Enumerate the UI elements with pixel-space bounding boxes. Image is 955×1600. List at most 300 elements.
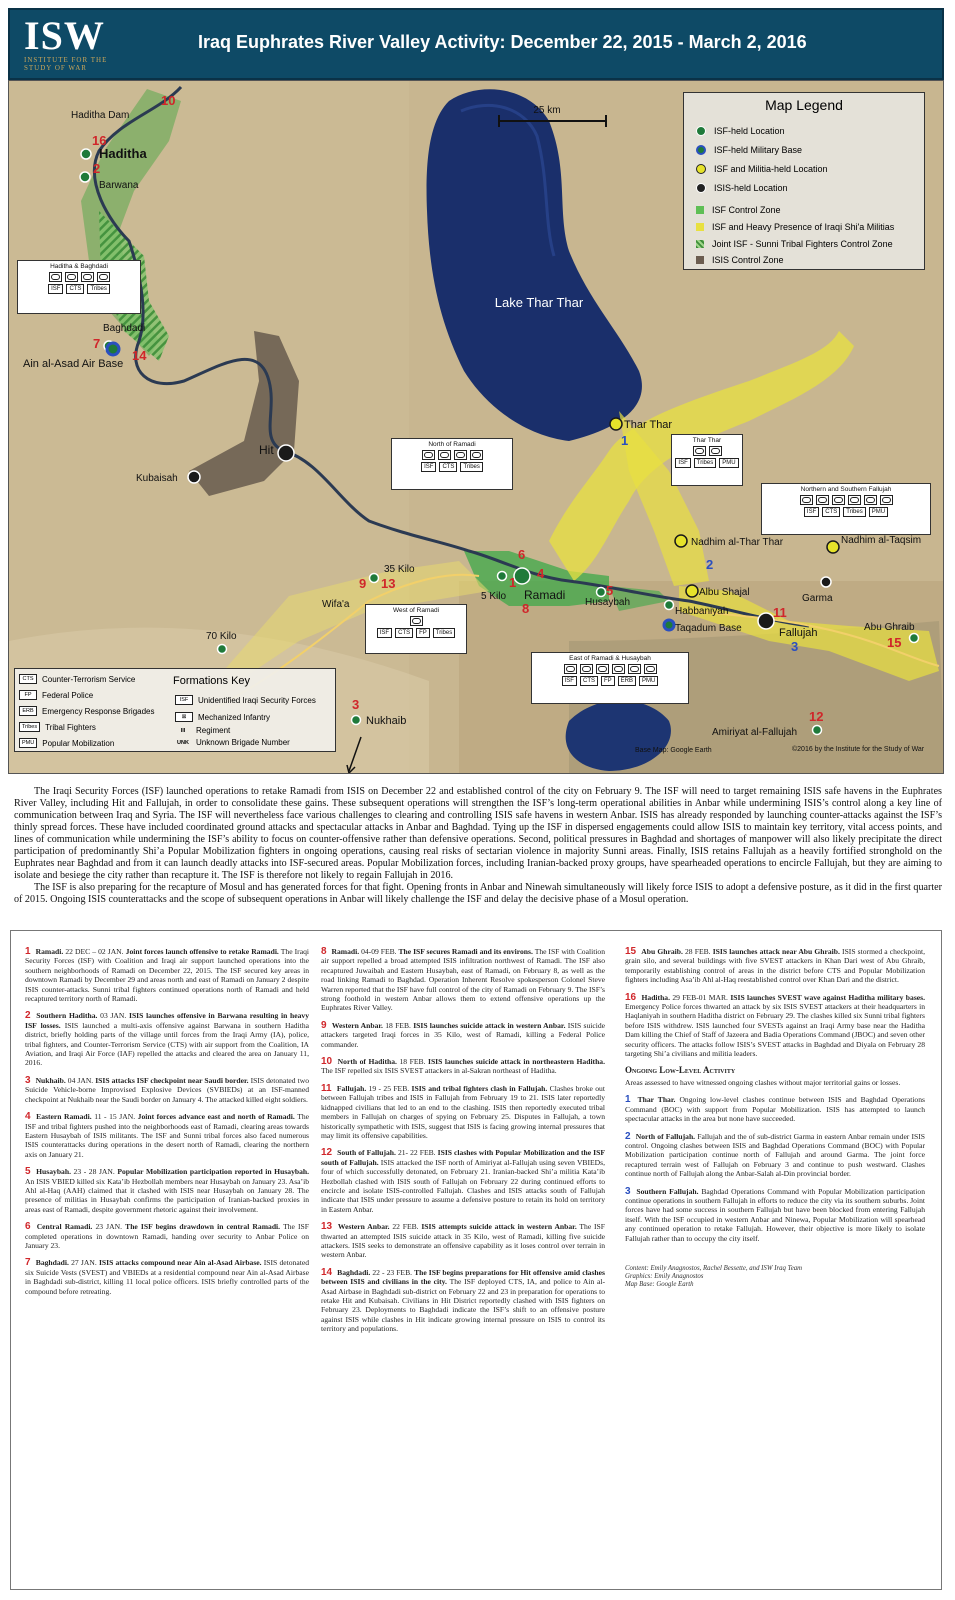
- event-place: Ramadi.: [35, 947, 64, 956]
- ongoing-entry: [625, 1132, 925, 1179]
- militia-location-icon: [696, 164, 706, 174]
- event-date: 04-09 FEB.: [361, 947, 397, 956]
- mech-infantry-icon: [564, 664, 577, 674]
- albu-shajal-marker[interactable]: [686, 585, 698, 597]
- event-number: 10: [321, 1056, 333, 1068]
- tag-pmu: PMU: [639, 676, 658, 686]
- event-headline: ISIS launches suicide attack in western Anbar.: [413, 1020, 566, 1030]
- formation-tag: PMU: [19, 738, 37, 748]
- credits: [625, 1265, 925, 1289]
- mech-infantry-icon: [816, 495, 829, 505]
- event-place: North of Haditha.: [337, 1057, 397, 1067]
- legend-item: [696, 126, 785, 136]
- events-list: [625, 947, 925, 1058]
- events-column-3: [625, 947, 925, 1289]
- event-marker-8[interactable]: 8: [522, 601, 530, 616]
- event-marker-3[interactable]: 3: [352, 697, 360, 712]
- amiriyat-marker[interactable]: [813, 726, 822, 735]
- event-number: 3: [625, 1185, 631, 1197]
- event-place: Ramadi.: [331, 947, 360, 956]
- event-headline: ISIS launches SVEST wave against Haditha military bases.: [730, 992, 926, 1002]
- event-place: Southern Fallujah.: [636, 1186, 699, 1196]
- mech-infantry-icon: [422, 450, 435, 460]
- nadhim-thar-thar-marker[interactable]: [675, 535, 687, 547]
- event-entry: [25, 1258, 309, 1296]
- formation-label: Unidentified Iraqi Security Forces: [198, 695, 316, 705]
- ongoing-intro: Areas assessed to have witnessed ongoing clashes without major territorial gains or losses.: [625, 1077, 901, 1087]
- event-body: ISIS suicide attackers targeted Iraqi forces in 35 Kilo, west of Ramadi, killing a Federal Police commander.: [321, 1020, 606, 1049]
- event-body: The ISF repelled six ISIS SVEST attackers in al-Sakran northeast of Haditha.: [321, 1066, 557, 1076]
- event-date: 22 FEB.: [392, 1222, 419, 1232]
- label-abu-ghraib: Abu Ghraib: [864, 622, 915, 633]
- label-fallujah: Fallujah: [779, 627, 818, 639]
- event-marker-6[interactable]: 6: [518, 547, 526, 562]
- event-place: Baghdadi.: [337, 1267, 371, 1277]
- isw-logo[interactable]: [24, 13, 136, 76]
- formation-label: Unknown Brigade Number: [196, 738, 290, 747]
- event-entry: [25, 1222, 309, 1250]
- event-number: 1: [625, 1094, 631, 1106]
- event-number: 2: [625, 1130, 631, 1142]
- 5-kilo-marker[interactable]: [498, 572, 507, 581]
- kubaisah-marker[interactable]: [188, 471, 200, 483]
- tag-cts: CTS: [580, 676, 598, 686]
- event-body: ISIS detonated six Suicide Vests (SVEST) and VBIEDs at a residential compound near Ain al-Asad Airbase in Baghdadi sub-district, killing 11 local police officers. ISIS briefly controlled parts of the compound before retreating.: [25, 1258, 310, 1296]
- base-map-credit: Base Map: Google Earth: [635, 747, 712, 754]
- label-taqadum-base: Taqadum Base: [675, 623, 742, 634]
- formation-tag: CTS: [19, 674, 37, 684]
- event-body: Clashes broke out between Fallujah tribes and ISIS in Fallujah from February 19 to 21. ISIS later reportedly kidnapped civilians that led to an end to the clashing. ISIS then reportedly executed tribal members in Fallujah on charges of spying on February 25. Disputes in Fallujah, a town historically sympathetic with ISIS, suggest that ISIS is facing growing internal pressures that may limit its offensive capabilities.: [321, 1083, 605, 1140]
- page-title: Iraq Euphrates River Valley Activity: December 22, 2015 - March 2, 2016: [198, 32, 807, 52]
- event-date: 11 - 15 JAN.: [94, 1112, 136, 1122]
- ongoing-marker-1[interactable]: 1: [621, 433, 629, 448]
- ongoing-title: Ongoing Low-Level Activity: [625, 1065, 736, 1076]
- event-entry: [321, 1148, 605, 1214]
- event-marker-1[interactable]: 1: [509, 575, 517, 590]
- event-place: Central Ramadi.: [36, 1222, 93, 1232]
- event-place: Thar Thar.: [637, 1095, 676, 1105]
- garma-marker[interactable]: [821, 577, 831, 587]
- label-hit: Hit: [259, 443, 274, 457]
- event-date: 27 JAN.: [71, 1258, 97, 1268]
- tag-tribes: Tribes: [843, 507, 865, 517]
- mech-infantry-icon: [693, 446, 706, 456]
- tag-isf: ISF: [48, 284, 63, 294]
- unit-box-title: Haditha & Baghdadi: [50, 263, 108, 270]
- event-entry: [321, 1084, 605, 1140]
- formation-label: Popular Mobilization: [42, 738, 115, 748]
- event-marker-2[interactable]: 2: [93, 161, 101, 176]
- husaybah-marker[interactable]: [597, 588, 606, 597]
- mech-infantry-icon: [880, 495, 893, 505]
- event-body: Fallujah and the of sub-district Garma in eastern Anbar remain under ISIS control. Ongoing clashes between ISIS and Baghdad Operations Command (BOC) with Popular Mobilization participation continue north of Fallujah and around Garma. The joint force recaptured terrain west of Fallujah on February 3 and continue to push westward. Clashes continue north of Fallujah along the Anbar-Salah al-Din provincial border.: [625, 1131, 925, 1179]
- label-5-kilo: 5 Kilo: [481, 591, 507, 602]
- label-ramadi: Ramadi: [524, 588, 566, 602]
- formation-item: [175, 726, 230, 735]
- event-entry: [321, 1222, 605, 1260]
- tag-tribes: Tribes: [694, 458, 716, 468]
- label-thar-thar: Thar Thar: [624, 419, 673, 431]
- event-number: 9: [321, 1019, 327, 1031]
- event-body: The ISF thwarted an attempted ISIS suicide attack in 35 Kilo, west of Ramadi, killing five suicide attackers. ISIS seeks to demonstrate an offensive capability as it loses control over terrain in western Anbar.: [321, 1222, 605, 1260]
- unit-box-title: Northern and Southern Fallujah: [800, 486, 892, 493]
- legend-label: ISIS Control Zone: [712, 255, 784, 265]
- mech-infantry-icon: [709, 446, 722, 456]
- event-headline: ISIS attacks ISF checkpoint near Saudi border.: [95, 1075, 249, 1085]
- event-marker-9[interactable]: 9: [359, 576, 367, 591]
- event-entry: [625, 993, 925, 1059]
- event-place: Western Anbar.: [337, 1222, 390, 1232]
- event-entry: [321, 1021, 605, 1049]
- label-kubaisah: Kubaisah: [136, 473, 178, 484]
- header-banner: [8, 8, 944, 80]
- tag-cts: CTS: [66, 284, 84, 294]
- isf-location-icon: [696, 126, 706, 136]
- event-date: 18 FEB.: [399, 1057, 426, 1067]
- label-haditha: Haditha: [99, 146, 147, 161]
- intro-paragraph-1: The Iraqi Security Forces (ISF) launched operations to retake Ramadi from ISIS on December 22 and established control of the city on February 9. The ISF will need to target remaining ISIS safe havens in the Euphrates River Valley, including Hit and Fallujah, in order to consolidate these gains. These subsequent operations will strengthen the ISF’s long-term operational abilities in Anbar while undermining ISIS’s control along a key line of communication between Iraq and Syria. The ISF will nevertheless face various challenges to clearing and controlling ISIS safe havens in western Anbar. ISIS has already responded by launching counter-attacks against the ISF’s thinly spread forces. These have included coordinated ground attacks and spectacular attacks in Anbar and Baghdad. Tying up the ISF in dispersed engagements could allow ISIS to maintain key territory, vital access points, and lines of communication while undermining the ISF’s ability to focus on counter-offensive rather than defensive operations. Second, political pressures in Baghdad and shortages of manpower will also likely precipitate the direct participation of predominantly Shi’a Popular Mobilization fighters in ongoing operations, causing real risks of sectarian violence in majority Sunni areas. Finally, ISIS retains Fallujah as a heavily fortified stronghold on the Euphrates near Baghdad and from it can launch deadly attacks into ISF-secured areas. Popular Mobilization forces, including Iranian-backed proxy groups, have spearheaded operations to encircle Fallujah, but they are aiming to isolate and besiege the city rather than recapture it. The ISF is therefore not likely to regain Fallujah in 2016.: [14, 786, 942, 881]
- event-headline: Joint forces advance east and north of Ramadi.: [137, 1112, 295, 1122]
- event-number: 14: [321, 1266, 333, 1278]
- legend-label: ISF-held Military Base: [714, 145, 803, 155]
- isf-zone-swatch-icon: [696, 206, 704, 214]
- event-body: The Iraqi Security Forces (ISF) with Coalition and Iraqi air support launched operations into the southern neighborhoods of Ramadi on December 22, 2015. The ISF secured key areas in downtown Ramadi by December 29 and areas north and east of Ramadi on January 2 despite ISIS counter-attacks. Sunni tribal fighters continued operations north of Ramadi and held recaptured territory north of Ramadi.: [25, 947, 309, 1004]
- formation-item: [19, 722, 96, 732]
- legend-item: [696, 255, 784, 265]
- tag-pmu: PMU: [719, 458, 738, 468]
- formation-tag: FP: [19, 690, 37, 700]
- haditha-marker[interactable]: [81, 149, 91, 159]
- map-copyright: ©2016 by the Institute for the Study of War: [792, 746, 925, 753]
- map-legend: [683, 92, 925, 270]
- label-ain-al-asad: Ain al-Asad Air Base: [23, 358, 124, 370]
- formation-item: [175, 695, 316, 705]
- lake-label: Lake Thar Thar: [494, 295, 584, 310]
- event-date: 22 - 23 FEB.: [372, 1267, 413, 1277]
- mech-infantry-icon: [470, 450, 483, 460]
- isis-zone-swatch-icon: [696, 256, 704, 264]
- mech-infantry-icon: [410, 616, 423, 626]
- scale-label: 25 km: [533, 105, 561, 116]
- 70-kilo-marker[interactable]: [218, 645, 227, 654]
- event-entry: [25, 1167, 309, 1214]
- mech-infantry-icon: [644, 664, 657, 674]
- event-body: The ISF completed operations in downtown Ramadi, handing over security to Anbar Police on January 23.: [25, 1222, 309, 1250]
- hit-marker[interactable]: [278, 445, 294, 461]
- fallujah-marker[interactable]: [758, 613, 774, 629]
- thar-thar-marker[interactable]: [610, 418, 622, 430]
- formation-tag: ISF: [175, 695, 193, 705]
- legend-label: ISIS-held Location: [714, 183, 788, 193]
- formation-label: Tribal Fighters: [45, 722, 96, 732]
- tag-tribes: Tribes: [460, 462, 482, 472]
- mech-infantry-icon: [97, 272, 110, 282]
- event-headline: ISIS launches suicide attack in northeastern Haditha.: [428, 1057, 606, 1067]
- label-nadhim-taqsim: Nadhim al-Taqsim: [841, 535, 922, 546]
- tag-cts: CTS: [395, 628, 413, 638]
- label-garma: Garma: [802, 593, 833, 604]
- credits-content: Content: Emily Anagnostos, Rachel Bessette, and ISW Iraq Team: [625, 1264, 803, 1272]
- events-panel: [10, 930, 942, 1590]
- 35-kilo-marker[interactable]: [370, 574, 379, 583]
- mech-infantry-icon: [580, 664, 593, 674]
- event-body: The ISF and tribal fighters pushed into the neighborhoods east of Ramadi, clearing areas towards Eastern Husaybah of ISIS militants. The ISF and Sunni tribal forces also faced numerous ISIS counterattacks during operations in the desert north of Ramadi, clearing the northern axis on January 21.: [25, 1112, 310, 1159]
- event-date: 19 - 25 FEB.: [368, 1083, 410, 1093]
- abu-ghraib-marker[interactable]: [910, 634, 919, 643]
- event-date: 21- 22 FEB.: [397, 1148, 436, 1158]
- event-headline: The ISF begins drawdown in central Ramadi.: [125, 1222, 281, 1232]
- unit-box-thar-thar[interactable]: [671, 434, 743, 486]
- unit-box-north-south-fallujah[interactable]: [761, 483, 931, 535]
- event-body: ISIS launched a multi-axis offensive against Barwana in southern Haditha district, briefly holding parts of the village until forces from the Iraqi Army (IA), police, tribal fighters, and Counter-Terrorism Service (CTS) with air support from the Coalition, IA Aviation, and Iraqi Air Force (IAF) repelled the attacks and cleared the area on January 11, 2016.: [25, 1020, 309, 1068]
- ramadi-marker[interactable]: [514, 568, 530, 584]
- event-number: 12: [321, 1147, 333, 1159]
- tag-tribes: Tribes: [87, 284, 109, 294]
- event-headline: The ISF begins preparations for Hit offensive amid clashes between ISIS and civilians in the city.: [321, 1267, 605, 1287]
- mech-infantry-icon: [81, 272, 94, 282]
- legend-item: [696, 164, 828, 174]
- event-entry: [25, 1076, 309, 1104]
- event-entry: [321, 947, 605, 1013]
- mech-infantry-icon: [832, 495, 845, 505]
- label-habbaniyah: Habbaniyah: [675, 606, 729, 617]
- formation-item: [175, 738, 290, 747]
- event-marker-4[interactable]: 4: [537, 566, 545, 581]
- unit-box-title: North of Ramadi: [428, 441, 476, 448]
- tag-tribes: Tribes: [433, 628, 455, 638]
- event-marker-16[interactable]: 16: [92, 133, 107, 148]
- event-marker-14[interactable]: 14: [132, 348, 147, 363]
- tag-erb: ERB: [618, 676, 636, 686]
- event-body: ISIS attacked the ISF north of Amiriyat al-Fallujah using seven VBIEDs, four of which successfully detonated, on February 21. Iranian-backed Shi’a militia Kata’ib Hezbollah clashed with ISIS south of Fallujah on February 22 during continued efforts to encircle and isolate ISIS-controlled Fallujah. Clashes and ISIS attacks south of Fallujah indicate that ISIS under pressure to assume a defensive posture to retain its hold on territory in Eastern Anbar.: [321, 1157, 605, 1214]
- event-entry: [321, 1057, 605, 1076]
- mech-infantry-icon: [800, 495, 813, 505]
- label-haditha-dam: Haditha Dam: [71, 110, 130, 121]
- ongoing-list: [625, 1095, 925, 1243]
- label-nukhaib: Nukhaib: [366, 715, 407, 727]
- tag-fp: FP: [601, 676, 615, 686]
- logo-subtitle-2: STUDY OF WAR: [24, 64, 87, 72]
- event-date: 22 DEC – 02 JAN.: [65, 947, 124, 956]
- isis-location-icon: [696, 183, 706, 193]
- formation-item: [19, 690, 93, 700]
- event-marker-11[interactable]: 11: [773, 605, 787, 620]
- mech-infantry-icon: [596, 664, 609, 674]
- event-date: 04 JAN.: [67, 1075, 94, 1085]
- event-number: 6: [25, 1221, 31, 1233]
- barwana-marker[interactable]: [80, 172, 90, 182]
- formation-label: Mechanized Infantry: [198, 712, 271, 722]
- intro-paragraph-2: The ISF is also preparing for the recapture of Mosul and has generated forces for that fight. Opening fronts in Anbar and Ninewah simultaneously will likely force ISIS to adopt a defensive posture, as it did in the first quarter of 2015. Ongoing ISIS counterattacks and the scope of subsequent operations in Anbar will likely challenge the ISF and delay the decisive phase of a Mosul operation.: [14, 882, 942, 905]
- event-number: 16: [625, 991, 637, 1003]
- mech-infantry-icon: [612, 664, 625, 674]
- event-number: 13: [321, 1221, 333, 1233]
- event-marker-5[interactable]: 5: [606, 583, 614, 598]
- event-number: 2: [25, 1010, 31, 1022]
- event-number: 1: [25, 946, 31, 957]
- event-place: Haditha.: [641, 992, 670, 1002]
- legend-item: [696, 145, 802, 155]
- event-headline: ISIS clashes with Popular Mobilization and the ISF south of Fallujah.: [321, 1148, 605, 1167]
- label-wifaa: Wifa'a: [322, 599, 350, 610]
- formations-key: [14, 668, 336, 752]
- legend-item: [696, 239, 893, 249]
- event-date: 29 FEB-01 MAR.: [672, 992, 728, 1002]
- ain-al-asad-base-marker[interactable]: [107, 343, 119, 355]
- event-headline: Popular Mobilization participation reported in Husaybah.: [117, 1167, 310, 1177]
- legend-label: ISF and Militia-held Location: [714, 164, 828, 174]
- label-baghdadi: Baghdadi: [103, 323, 146, 334]
- event-body: Baghdad Operations Command with Popular Mobilization participation continue operations in southern Fallujah in efforts to reduce the city via its southern suburbs. Joint forces have had some success in southern Fallujah but have been blocked from entering Fallujah itself. With the ISF occupied in western Anbar and Ninewa, Popular Mobilization will spearhead any continued operation to retake Fallujah. However, their objective is more likely to isolate Fallujah rather than to occupy the city itself.: [625, 1186, 925, 1243]
- event-headline: ISIS launches offensive in Barwana resulting in heavy ISF losses.: [25, 1011, 309, 1030]
- event-body: The ISF deployed CTS, IA, and police to Ain al-Asad Airbase in Baghdadi sub-district on February 22 and 23 in preparation for operations to retake Hit and Kubaisah. Civilians in Hit District reportedly clashed with ISIS fighters on February 23. Deployments to Baghdadi indicate the ISF’s shift to an offensive posture against ISIS while clashes in Hit indicate growing internal pressure on ISIS to control its territory and populations.: [321, 1277, 605, 1334]
- event-headline: The ISF secures Ramadi and its environs.: [398, 947, 533, 956]
- event-number: 4: [25, 1111, 31, 1123]
- regiment-icon: III: [180, 727, 186, 734]
- legend-item: [696, 205, 781, 215]
- joint-zone-swatch-icon: [696, 240, 704, 248]
- event-marker-10[interactable]: 10: [161, 93, 176, 108]
- formation-item: [19, 674, 135, 684]
- event-number: 8: [321, 946, 327, 957]
- event-place: Southern Haditha.: [36, 1011, 98, 1021]
- tag-isf: ISF: [421, 462, 436, 472]
- event-headline: ISIS and tribal fighters clash in Fallujah.: [411, 1083, 548, 1093]
- logo-text: ISW: [24, 13, 105, 58]
- habbaniyah-marker[interactable]: [665, 601, 674, 610]
- tag-isf: ISF: [804, 507, 819, 517]
- mech-infantry-icon: [438, 450, 451, 460]
- mech-infantry-icon: [65, 272, 78, 282]
- credits-mapbase: Map Base: Google Earth: [625, 1280, 694, 1288]
- ongoing-entry: [625, 1187, 925, 1243]
- event-place: Eastern Ramadi.: [36, 1112, 92, 1122]
- nukhaib-marker[interactable]: [352, 716, 361, 725]
- label-70-kilo: 70 Kilo: [206, 631, 237, 642]
- event-marker-15[interactable]: 15: [887, 635, 902, 650]
- event-place: South of Fallujah.: [337, 1148, 396, 1158]
- military-base-icon: [696, 145, 706, 155]
- formation-tag: Tribes: [19, 722, 40, 732]
- event-headline: Joint forces launch offensive to retake Ramadi.: [125, 947, 279, 956]
- militia-zone-swatch-icon: [696, 223, 704, 231]
- label-albu-shajal: Albu Shajal: [699, 587, 750, 598]
- formation-label: Emergency Response Brigades: [42, 706, 155, 716]
- ongoing-entry: [625, 1095, 925, 1123]
- event-number: 7: [25, 1257, 31, 1269]
- formations-title: Formations Key: [173, 675, 251, 687]
- ongoing-marker-2[interactable]: 2: [706, 557, 714, 572]
- events-column-2: [321, 947, 605, 1342]
- event-place: Abu Ghraib.: [641, 947, 683, 956]
- event-place: Baghdadi.: [35, 1258, 69, 1268]
- event-number: 3: [25, 1074, 31, 1086]
- tag-fp: FP: [416, 628, 430, 638]
- mech-infantry-icon: [49, 272, 62, 282]
- event-headline: ISIS launches attack near Abu Ghraib.: [712, 947, 840, 956]
- event-date: 23 JAN.: [95, 1222, 122, 1232]
- ongoing-marker-3[interactable]: 3: [791, 639, 799, 654]
- formation-label: Counter-Terrorism Service: [42, 674, 136, 684]
- event-marker-12[interactable]: 12: [809, 709, 824, 724]
- formation-label: Regiment: [196, 726, 231, 735]
- mech-infantry-icon: [848, 495, 861, 505]
- formation-item: [175, 712, 270, 722]
- credits-graphics: Graphics: Emily Anagnostos: [625, 1272, 704, 1280]
- label-35-kilo: 35 Kilo: [384, 564, 415, 575]
- event-date: 23 - 28 JAN.: [73, 1167, 115, 1177]
- event-body: The ISF with Coalition air support repelled a broad attempted ISIS infiltration northwest of Ramadi. The ISF also recaptured Juwaibah and Eastern Husaybah, east of Ramadi, on February 8, as well as the road linking Ramadi to Baghdad. Operation Inherent Resolve spokesperson Colonel Steve Warren reported that the ISF have full control of the city of Ramadi on February 9. The ISF’s strong foothold in western Anbar allows them to extend offensive operations up the Euphrates River Valley.: [321, 947, 606, 1013]
- event-body: ISIS stormed a checkpoint, grain silo, and several buildings with five SVEST attackers in Khan Dari west of Abu Ghraib, temporarily establishing control of areas in the district before CTS and Popular Mobilization fighters including Asa’ib Ahl al-Haq reestablished control over Khan Dari and the district.: [625, 947, 925, 985]
- tag-isf: ISF: [377, 628, 392, 638]
- event-place: Fallujah.: [336, 1083, 367, 1093]
- event-marker-13[interactable]: 13: [381, 576, 396, 591]
- formation-item: [19, 706, 155, 716]
- event-number: 11: [321, 1082, 332, 1094]
- event-place: Husaybah.: [36, 1167, 71, 1177]
- event-place: Nukhaib.: [35, 1075, 66, 1085]
- event-entry: [25, 1112, 309, 1159]
- legend-label: Joint ISF - Sunni Tribal Fighters Control Zone: [712, 239, 893, 249]
- unit-box-title: Thar Thar: [692, 437, 722, 444]
- tag-isf: ISF: [562, 676, 577, 686]
- event-entry: [321, 1268, 605, 1334]
- tag-pmu: PMU: [869, 507, 888, 517]
- event-entry: [25, 947, 309, 1003]
- tag-cts: CTS: [822, 507, 840, 517]
- logo-subtitle-1: INSTITUTE FOR THE: [24, 56, 108, 64]
- event-date: 28 FEB.: [685, 947, 711, 956]
- event-body: ISIS detonated two Suicide Vehicle-borne Improvised Explosive Devices (SVBIEDs) at an ISF-manned checkpoint at Nukhaib near the Saudi border on January 4. The attacked killed eight soldiers.: [25, 1075, 309, 1104]
- event-marker-7[interactable]: 7: [93, 336, 101, 351]
- event-date: 18 FEB.: [385, 1020, 411, 1030]
- event-body: Emergency Police forces thwarted an attack by six ISIS SVEST attackers at their headquarters in Haqlaniyah in southern Haditha district on February 29. The clashes killed six Sunni tribal fighters before ISIS withdrew. ISIS launched four SVESTs against an Iraqi Army base near the Haditha Dam killing the Chief of Staff of Jazeera and Badia Operations Command (JBOC) and seven other security officers. The attacks follow ISIS’s SVEST attacks in Baghdad and Diyala on February 28 targeting Shi’a civilians and militia leaders.: [625, 1002, 925, 1059]
- event-number: 5: [25, 1166, 31, 1178]
- formation-label: Federal Police: [42, 690, 94, 700]
- events-column-1: [25, 947, 309, 1304]
- legend-label: ISF-held Location: [714, 126, 785, 136]
- intro-text: [14, 786, 942, 906]
- label-husaybah: Husaybah: [585, 597, 631, 608]
- label-nadhim-thar-thar: Nadhim al-Thar Thar: [691, 537, 784, 548]
- unit-box-north-ramadi[interactable]: [391, 438, 513, 490]
- formation-tag: ERB: [19, 706, 37, 716]
- legend-label: ISF Control Zone: [712, 205, 781, 215]
- nadhim-taqsim-marker[interactable]: [827, 541, 839, 553]
- unit-box-title: East of Ramadi & Husaybah: [569, 655, 651, 662]
- event-entry: [625, 947, 925, 985]
- event-entry: [25, 1011, 309, 1067]
- formation-item: [19, 738, 114, 748]
- legend-item: [696, 183, 788, 193]
- legend-title: Map Legend: [765, 97, 843, 113]
- event-place: Western Anbar.: [331, 1020, 383, 1030]
- event-body: An ISIS VBIED killed six Kata’ib Hezbollah members near Husaybah on January 23. Asa’ib Ahl al-Haq (AAH) claimed that it clashed with ISIS near Husaybah on January 28. The presence of militias in Husaybah confirms the participation of Iranian-backed proxies in areas east of Ramadi, despite government rhetoric against their involvement.: [25, 1176, 309, 1214]
- unit-box-west-ramadi[interactable]: [365, 604, 467, 654]
- unit-box-haditha-baghdadi[interactable]: [17, 260, 141, 314]
- mech-infantry-icon: [628, 664, 641, 674]
- legend-item: [696, 222, 894, 232]
- legend-label: ISF and Heavy Presence of Iraqi Shi'a Militias: [712, 222, 895, 232]
- event-body: Ongoing low-level clashes continue between ISIS and Baghdad Operations Command (BOC) with support from Popular Mobilization. ISIS has attempted to launch spectacular attacks in the area but none have succeeded.: [625, 1095, 925, 1124]
- taqadum-base-marker[interactable]: [664, 620, 674, 630]
- unit-box-east-ramadi-husaybah[interactable]: [531, 652, 689, 704]
- event-date: 03 JAN.: [100, 1011, 127, 1021]
- label-barwana: Barwana: [99, 180, 139, 191]
- event-number: 15: [625, 946, 637, 957]
- label-amiriyat: Amiriyat al-Fallujah: [712, 727, 798, 738]
- event-headline: ISIS attacks compound near Ain al-Asad Airbase.: [98, 1258, 262, 1268]
